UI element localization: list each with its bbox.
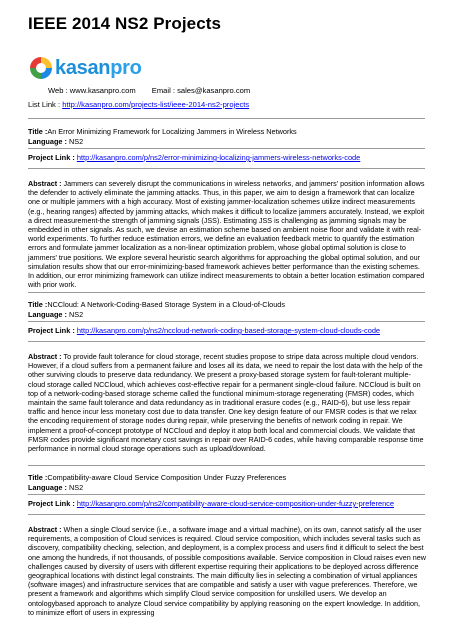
divider: [28, 321, 425, 322]
project-title: NCCloud: A Network-Coding-Based Storage System in a Cloud-of-Clouds: [47, 300, 285, 309]
project-3-link-line: Project Link : http://kasanpro.com/p/ns2/compatibility-aware-cloud-service-composition-under-fuzzy-preference: [28, 499, 394, 508]
list-link-label: List Link :: [28, 100, 63, 109]
email-label: Email : sales@kasanpro.com: [151, 86, 251, 95]
abstract-text: Jammers can severely disrupt the communications in wireless networks, and jammers' position information allows the defender to actively eliminate the jamming attacks. Thus, in this paper, we aim to design a framework that can localize one or multiple jammers with a high accuracy. Most of existing jammer-localization schemes utilize indirect measurements (e.g., hearing ranges) affected by jamming attacks, which makes it difficult to localize jammers accurately. Instead, we exploit a direct measurement-the strength of jamming signals (JSS). Estimating JSS is challenging as jamming signals may be embedded in other signals. As such, we devise an estimation scheme based on ambient noise floor and validate it with real-world experiments. To further reduce estimation errors, we define an evaluation feedback metric to quantify the estimation errors and formulate jammer localization as a non-linear optimization problem, whose global optimal solution is close to jammers' true positions. We explore several heuristic search algorithms for approaching the global optimal solution, and our simulation results show that our error-minimizing-based framework achieves better performance than the existing schemes. In addition, our error minimizing framework can utilize indirect measurements to obtain a better location estimation compared with prior work.: [28, 179, 425, 290]
project-language: NS2: [68, 310, 84, 319]
divider: [28, 148, 425, 149]
project-2-link-line: Project Link : http://kasanpro.com/p/ns2/nccloud-network-coding-based-storage-system-cloud-clouds-code: [28, 326, 381, 335]
contact-line: [48, 86, 264, 95]
logo-icon: [30, 57, 52, 79]
list-link[interactable]: http://kasanpro.com/projects-list/ieee-2014-ns2-projects: [62, 100, 250, 109]
project-language: NS2: [68, 483, 84, 492]
list-link-line: [28, 100, 249, 109]
abstract-text: When a single Cloud service (i.e., a software image and a virtual machine), on its own, cannot satisfy all the user requirements, a composition of Cloud services is required. Cloud service composition, which includes several tasks such as discovery, compatibility checking, selection, and deployment, is a complex process and users find it difficult to select the best one among the hundreds, if not thousands, of possible compositions available. Service composition in Cloud raises even new challenges caused by diversity of users with different expertise requiring their applications to be deployed across difference geographical locations with distinct legal constraints. The main difficulty lies in selecting a combination of virtual appliances (software images) and infrastructure services that are compatible and satisfy a user with vague preferences. Therefore, we present a framework and algorithms which simplify Cloud service composition for unskilled users. We develop an ontologybased approach to analyze Cloud service compatibility by applying reasoning on the expert knowledge. In addition, to minimize effort of users in expressing: [28, 525, 426, 617]
project-1-abstract: Abstract : Jammers can severely disrupt the communications in wireless networks, and jammers' position information allows the defender to actively eliminate the jamming attacks. Thus, in this paper, we aim to design a framework that can localize one or multiple jammers with a high accuracy. Most of existing jammer-localization schemes utilize indirect measurements (e.g., hearing ranges) affected by jamming attacks, which makes it difficult to localize jammers accurately. Instead, we exploit a direct measurement-the strength of jamming signals (JSS). Estimating JSS is challenging as jamming signals may be embedded in other signals. As such, we devise an estimation scheme based on ambient noise floor and validate it with real-world experiments. To further reduce estimation errors, we define an evaluation feedback metric to quantify the estimation errors and formulate jammer localization as a non-linear optimization problem, whose global optimal solution is close to jammers' true positions. We explore several heuristic search algorithms for approaching the global optimal solution, and our simulation results show that our error-minimizing-based framework achieves better performance than the existing schemes. In addition, our error minimizing framework can utilize indirect measurements to obtain a better location estimation compared with prior work.: [28, 179, 425, 290]
project-3-meta: Title :Compatibility-aware Cloud Service Composition Under Fuzzy Preferences Language : NS2: [28, 473, 287, 492]
web-label: Web : www.kasanpro.com: [48, 86, 136, 95]
logo-text: kasanpro: [55, 56, 142, 79]
divider: [28, 168, 425, 169]
project-link[interactable]: http://kasanpro.com/p/ns2/compatibility-aware-cloud-service-composition-under-fuzzy-preference: [76, 499, 394, 508]
page-title: IEEE 2014 NS2 Projects: [28, 14, 222, 33]
divider: [28, 494, 425, 495]
project-link[interactable]: http://kasanpro.com/p/ns2/error-minimizing-localizing-jammers-wireless-networks-code: [76, 153, 361, 162]
project-language: NS2: [68, 137, 84, 146]
divider: [28, 292, 425, 293]
divider: [28, 465, 425, 466]
project-2-abstract: Abstract : To provide fault tolerance for cloud storage, recent studies propose to stripe data across multiple cloud vendors. However, if a cloud suffers from a permanent failure and loses all its data, we need to repair the lost data with the help of the other surviving clouds to preserve data redundancy. We present a proxy-based storage system for fault-tolerant multiple-cloud storage called NCCloud, which achieves cost-effective repair for a permanent single-cloud failure. NCCloud is built on top of a network-coding-based storage scheme called the functional minimum-storage regenerating (FMSR) codes, which maintain the same fault tolerance and data redundancy as in traditional erasure codes (e.g., RAID-6), but use less repair traffic and hence incur less monetary cost due to data transfer. One key design feature of our FMSR codes is that we relax the encoding requirement of storage nodes during repair, while preserving the benefits of network coding in repair. We implement a proof-of-concept prototype of NCCloud and deploy it atop both local and commercial clouds. We validate that FMSR codes provide significant monetary cost savings in repair over RAID-6 codes, while having comparable response time performance in normal cloud storage operations such as upload/download.: [28, 352, 424, 454]
project-1-meta: Title :An Error Minimizing Framework for Localizing Jammers in Wireless Networks Language : NS2: [28, 127, 297, 146]
project-1-link-line: Project Link : http://kasanpro.com/p/ns2/error-minimizing-localizing-jammers-wireless-networks-code: [28, 153, 361, 162]
divider: [28, 118, 425, 119]
project-title: Compatibility-aware Cloud Service Composition Under Fuzzy Preferences: [47, 473, 287, 482]
project-title: An Error Minimizing Framework for Localizing Jammers in Wireless Networks: [47, 127, 297, 136]
divider: [28, 514, 425, 515]
abstract-text: To provide fault tolerance for cloud storage, recent studies propose to stripe data across multiple cloud vendors. However, if a cloud suffers from a permanent failure and loses all its data, we need to repair the lost data with the help of the other surviving clouds to preserve data redundancy. We present a proxy-based storage system for fault-tolerant multiple-cloud storage called NCCloud, which achieves cost-effective repair for a permanent single-cloud failure. NCCloud is built on top of a network-coding-based storage scheme called the functional minimum-storage regenerating (FMSR) codes, which maintain the same fault tolerance and data redundancy as in traditional erasure codes (e.g., RAID-6), but use less repair traffic and hence incur less monetary cost due to data transfer. One key design feature of our FMSR codes is that we relax the encoding requirement of storage nodes during repair, while preserving the benefits of network coding in repair. We implement a proof-of-concept prototype of NCCloud and deploy it atop both local and commercial clouds. We validate that FMSR codes provide significant monetary cost savings in repair over RAID-6 codes, while having comparable response time performance in normal cloud storage operations such as upload/download.: [28, 352, 424, 454]
project-3-abstract: Abstract : When a single Cloud service (i.e., a software image and a virtual machine), on its own, cannot satisfy all the user requirements, a composition of Cloud services is required. Cloud service composition, which includes several tasks such as discovery, compatibility checking, selection, and deployment, is a complex process and users find it difficult to select the best one among the hundreds, if not thousands, of possible compositions available. Service composition in Cloud raises even new challenges caused by diversity of users with different expertise requiring their applications to be deployed across difference geographical locations with distinct legal constraints. The main difficulty lies in selecting a combination of virtual appliances (software images) and infrastructure services that are compatible and satisfy a user with vague preferences. Therefore, we present a framework and algorithms which simplify Cloud service composition for unskilled users. We develop an ontologybased approach to analyze Cloud service compatibility by applying reasoning on the expert knowledge. In addition, to minimize effort of users in expressing: [28, 525, 426, 617]
kasanpro-logo: [30, 55, 142, 81]
project-2-meta: Title :NCCloud: A Network-Coding-Based Storage System in a Cloud-of-Clouds Language : NS2: [28, 300, 285, 319]
project-link[interactable]: http://kasanpro.com/p/ns2/nccloud-network-coding-based-storage-system-cloud-clouds-code: [76, 326, 381, 335]
divider: [28, 341, 425, 342]
